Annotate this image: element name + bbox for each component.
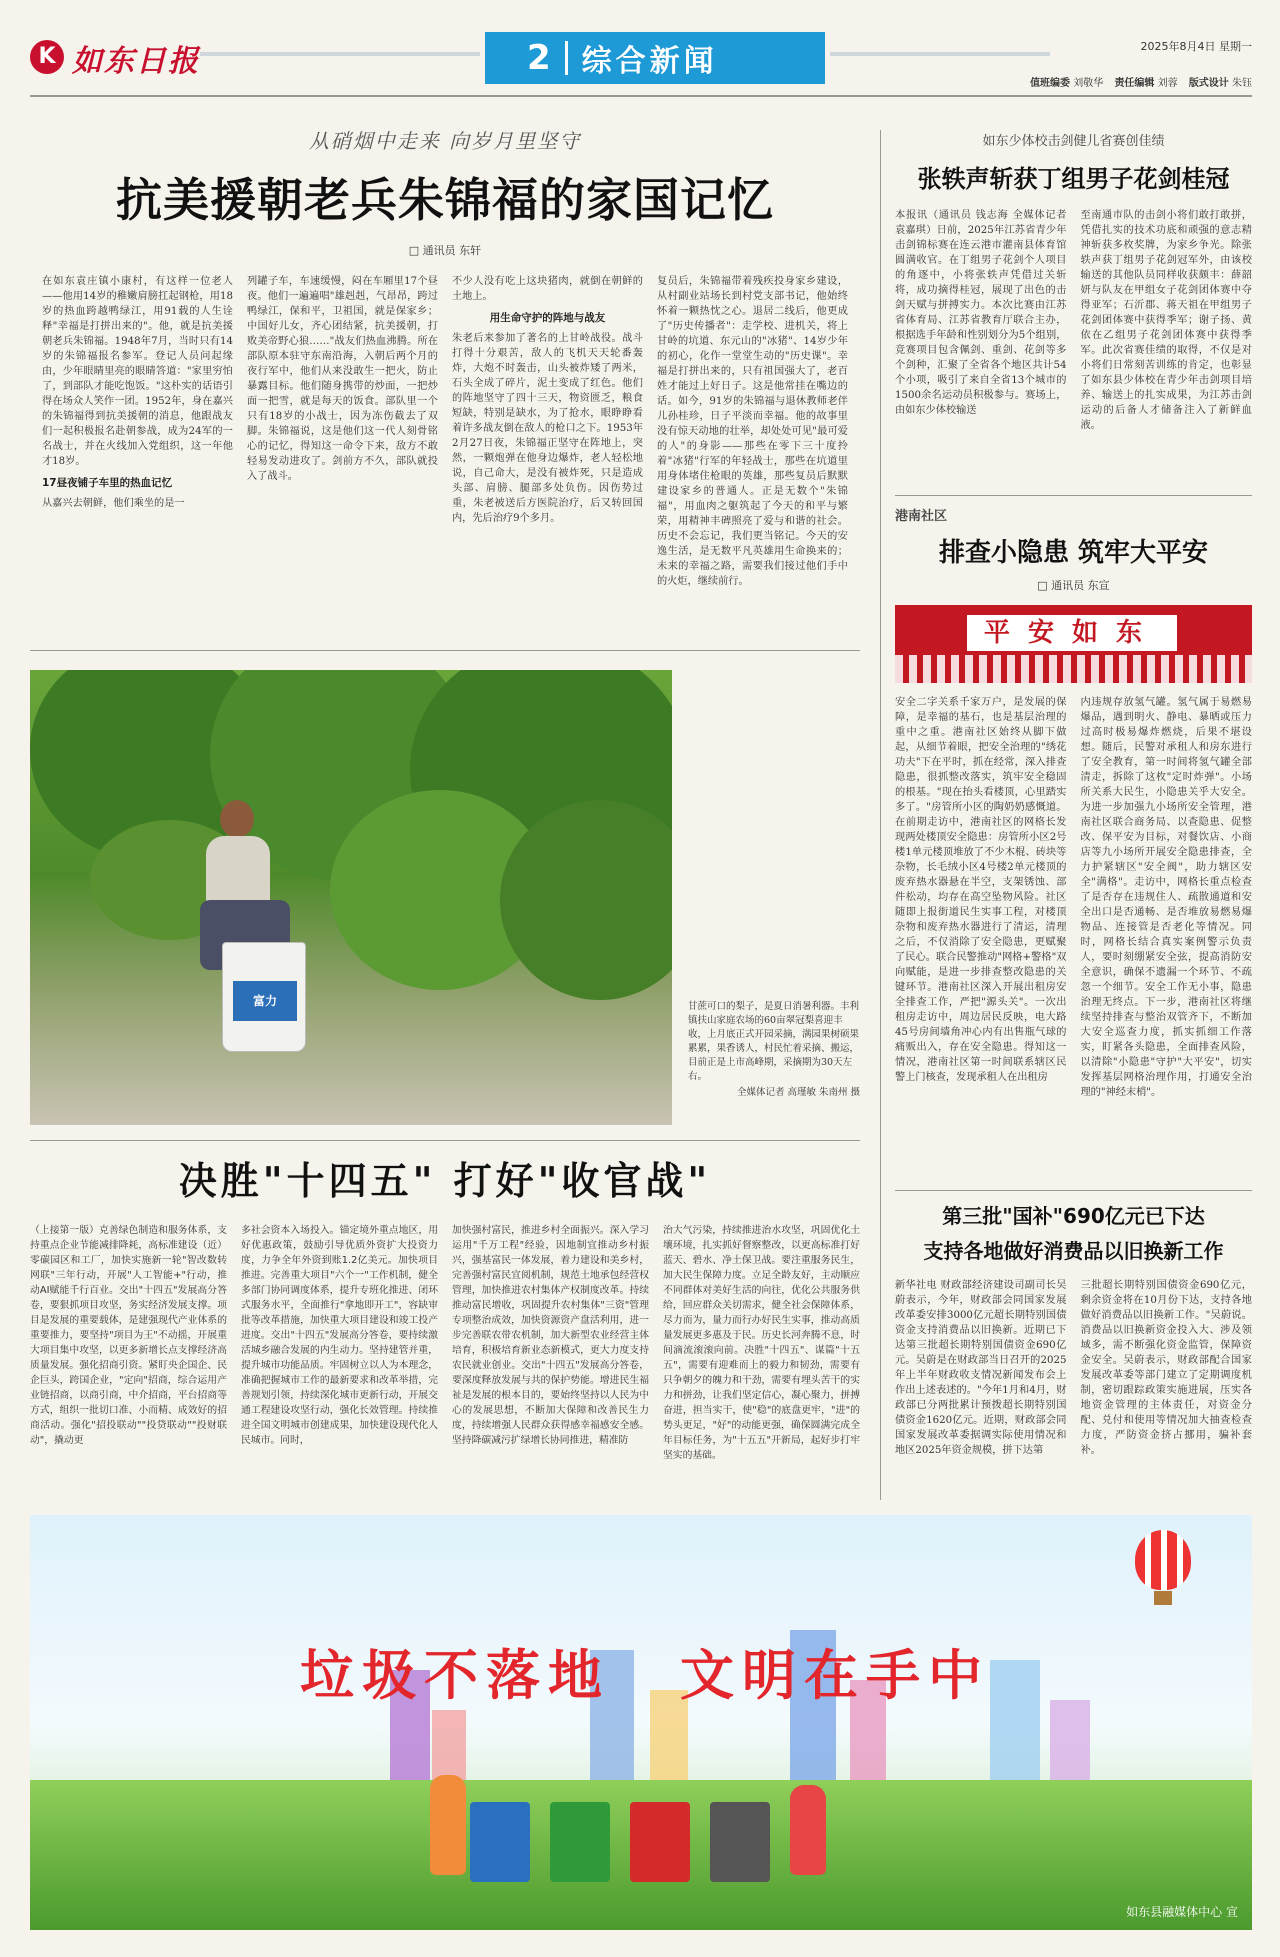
article-paragraph: 朱老后来参加了著名的上甘岭战役。战斗打得十分艰苦，敌人的飞机天天轮番轰炸，大炮不时轰击，山头被炸矮了两米，石头全成了碎片，泥土变成了红色。他们的阵地坚守了四十三天，物资匮乏，粮食短缺，特别是缺水，为了抢水，眼睁睁看着许多战友倒在敌人的枪口之下。1953年2月27日夜，朱锦福正坚守在阵地上，突然，一颗炮弹在他身边爆炸，老人轻松地说，自己命大，是没有被炸死，只是造成头部、肩膀、腿部多处负伤。因伤势过重，朱老被送后方医院治疗，后又转回国内，先后治疗9个多月。 bbox=[452, 333, 643, 524]
editor-name: 朱钰 bbox=[1232, 78, 1252, 89]
article-subheadline: 支持各地做好消费品以旧换新工作 bbox=[923, 1239, 1224, 1263]
article-paragraph: 本报讯（通讯员 钱志海 全媒体记者 袁嘉琪）日前，2025年江苏省青少年击剑锦标赛在连云港市灌南县体育馆圆满收官。在丁组男子花剑个人项目的角逐中，小将张轶声凭借过关斩将，成功摘得桂冠，展现了出色的击剑天赋与拼搏实力。本次比赛由江苏省体育局、江苏省教育厅联合主办，根据选手年龄和性别划分为5个组别，竞赛项目包含佩剑、重剑、花剑等多个剑种，汇聚了全省各个地区共计54个小项，吸引了来自全省13个城市的1500余名运动员积极参与。赛场上，由如东少体校输送 bbox=[895, 210, 1067, 416]
fertilizer-bucket bbox=[222, 942, 306, 1052]
article-body bbox=[895, 208, 1252, 468]
article-body bbox=[30, 1223, 860, 1523]
photo-caption bbox=[688, 1000, 860, 1100]
other-waste-bin-icon bbox=[710, 1802, 770, 1882]
safety-banner bbox=[895, 605, 1252, 683]
article-headline: 决胜"十四五" 打好"收官战" bbox=[178, 1158, 712, 1203]
newspaper-logo: 如东日报 bbox=[72, 44, 200, 79]
ad-credit: 如东县融媒体中心 宣 bbox=[1126, 1905, 1238, 1919]
article-headline: 排查小隐患 筑牢大平安 bbox=[938, 538, 1209, 568]
editor-role: 责任编辑 bbox=[1114, 78, 1155, 89]
lead-article bbox=[30, 125, 860, 624]
header-stripe bbox=[830, 52, 1050, 56]
article-paragraph: 三批超长期特别国债资金690亿元，剩余资金将在10月份下达，支持各地做好消费品以旧换新工作。"吴蔚说。消费品以旧换新资金投入大、涉及领域多，需不断强化资金监管，保障资金安全。吴蔚表示，财政部配合国家发展改革委等部门建立了定期调度机制，密切跟踪政策实施进展，压实各地资金管理的主体责任，对资金分配、兑付和使用等情况加大抽查检查力度，严防资金挤占挪用，骗补套补。 bbox=[1080, 1280, 1252, 1456]
article-paragraph: 不少人没有吃上这块猪肉，就倒在朝鲜的土地上。 bbox=[452, 276, 643, 302]
public-service-ad bbox=[30, 1515, 1252, 1930]
article-headline: 第三批"国补"690亿元已下达 bbox=[942, 1204, 1205, 1228]
page-number: 2 bbox=[527, 38, 551, 78]
girl-figure bbox=[430, 1775, 466, 1875]
header-stripe bbox=[200, 52, 480, 56]
logo-icon: K bbox=[30, 40, 64, 74]
orchard-photo bbox=[30, 670, 672, 1125]
boy-figure bbox=[790, 1785, 826, 1875]
section-rule bbox=[30, 650, 860, 651]
article-body bbox=[895, 1278, 1252, 1483]
slogan-left: 垃圾不落地 bbox=[300, 1643, 610, 1707]
article-subheading: 用生命守护的阵地与战友 bbox=[489, 312, 606, 324]
article-body bbox=[30, 274, 860, 624]
hot-air-balloon-icon bbox=[1135, 1530, 1191, 1590]
article-paragraph: 复员后，朱锦福带着残疾投身家乡建设，从村副业站场长到村党支部书记，他始终怀着一颗热忱之心。退居二线后，他更成了"历史传播者"：走学校、进机关，将上甘岭的坑道、东元山的"冰猪"、14岁少年的初心，化作一堂堂生动的"历史课"。幸福是打拼出来的，只有祖国强大了，老百姓才能过上好日子。这是他常挂在嘴边的话。如今，91岁的朱锦福与退休教师老伴儿孙桂珍，日子平淡而幸福。他的故事里没有惊天动地的壮举，却处处可见"最可爱的人"的身影——那些在零下三十度拎着"冰猪"行军的年轻战士，那些在坑道里用身体堵住枪眼的英雄，那些复员后默默建设家乡的普通人。正是无数个"朱锦福"，用血肉之躯筑起了今天的和平与繁荣，用精神丰碑照亮了爱与和谐的社会。历史不会忘记，我们更当铭记。今天的安逸生活，是无数平凡英雄用生命换来的；未来的幸福之路，需要我们接过他们手中的火炬，继续前行。 bbox=[657, 276, 848, 587]
kitchen-waste-bin-icon bbox=[550, 1802, 610, 1882]
photo-credit: 全媒体记者 高瑾敏 朱南州 摄 bbox=[736, 1087, 860, 1098]
article-paragraph: 新华社电 财政部经济建设司副司长吴蔚表示，今年，财政部会同国家发展改革委安排3000亿元超长期特别国债资金支持消费品以旧换新。近期已下达第三批超长期特别国债资金690亿元。吴蔚是在财政部当日召开的2025年上半年财政收支情况新闻发布会上作出上述表述的。"今年1月和4月，财政部已分两批累计预拨超长期特别国债资金1620亿元。近期，财政部会同国家发展改革委据调实际使用情况和地区2025年资金规模，拼下达第 bbox=[895, 1280, 1067, 1456]
sports-article bbox=[895, 130, 1252, 468]
article-paragraph: （上接第一版）克善绿色制造和服务体系，支持重点企业节能减排降耗，高标准建设（近）零碳园区和工厂，加快实施新一轮"智改数转网联"三年行动，开展"人工智能+"行动，推动AI赋能千行百业。交出"十四五"发展高分答卷，要狠抓项目攻坚，务实经济发展支撑。项目是发展的重要载体，是建强现代产业体系的重要推力，要坚持"项目为王"不动摇，开展重大项目集中攻坚，以更多新增长点支撑经济高质量发展。强化招商引资。紧盯央企国企、民企巨头，跨国企业，"定向"招商，综合运用产业链招商，以商引商，中介招商，平台招商等方式，组织一批切口准、小而精、成效好的招商活动。强化"招投联动""投贷联动""投财联动"，撬动更 bbox=[30, 1225, 227, 1446]
section-banner bbox=[485, 32, 825, 84]
article-body bbox=[895, 695, 1252, 1140]
editor-role: 版式设计 bbox=[1188, 78, 1229, 89]
article-kicker: 从硝烟中走来 向岁月里坚守 bbox=[308, 129, 582, 153]
article-kicker: 港南社区 bbox=[895, 509, 948, 524]
caption-text: 甘蔗可口的梨子，是夏日消暑利器。丰利镇扶山家庭农场的60亩翠冠梨喜迎丰收，上月底正式开园采摘，满园果树硕果累累，果香诱人，村民忙着采摘、搬运，目前正是上市高峰期，采摘期为30天左右。 bbox=[688, 1001, 860, 1082]
bucket-label: 富力 bbox=[233, 981, 297, 1021]
article-byline: □ 通讯员 东宣 bbox=[1037, 579, 1110, 592]
issue-date: 2025年8月4日 星期一 bbox=[1140, 40, 1252, 53]
hazardous-bin-icon bbox=[630, 1802, 690, 1882]
editor-name: 刘敬华 bbox=[1073, 78, 1104, 89]
article-kicker: 如东少体校击剑健儿省赛创佳绩 bbox=[982, 134, 1165, 149]
article-paragraph: 加快强村富民，推进乡村全面振兴。深入学习运用"千万工程"经验，因地制宜推动乡村振兴，强基富民一体发展，着力建设和美乡村，完善强村富民宜阅机制，规范土地承包经营权管理，加快推进农村集体产权制度改革。持续推动富民增收，巩固提升农村集体"三资"管理专项整治成效，加快资源资产盘活利用，进一步完善联农带农机制，加大新型农业经营主体培育，积极培育新业态新模式，更大力度支持农民就业创业。交出"十四五"发展高分答卷，要深度释放发展与共的保护势能。增进民生福祉是发展的根本目的，要始终坚持以人民为中心的发展思想，不断加大保障和改善民生力度，持续增强人民群众获得感幸福感安全感。坚持降碳减污扩绿增长协同推进，精准防 bbox=[452, 1225, 649, 1446]
recycle-bin-icon bbox=[470, 1802, 530, 1882]
subsidy-article bbox=[895, 1200, 1252, 1483]
section-divider bbox=[565, 41, 568, 75]
article-paragraph: 在如东袁庄镇小康村，有这样一位老人——他用14岁的稚嫩肩膀扛起钢枪，用18岁的热血跨越鸭绿江，用91载的人生诠释"幸福是打拼出来的"。他，就是抗美援朝老兵朱锦福。1948年7月，当时只有14岁的朱锦福报名参军。登记人员问起缘由，少年眼睛里亮的眼睛答道："家里穷怕了，到部队才能吃饱饭。"这朴实的话语引得在场众人笑作一团。1952年，身在嘉兴的朱锦福得到抗美援朝的消息，他跟战友们一起积极报名赴朝参战，成为24军的一名战士，并在火线加入党组织，这一年他才18岁。 bbox=[42, 276, 233, 467]
article-paragraph: 内违规存放氢气罐。氢气属于易燃易爆品，遇到明火、静电、暴晒或压力过高时极易爆炸燃烧，后果不堪设想。随后，民警对承租人和房东进行了安全教育，第一时间将氢气罐全部清走，拆除了这枚"定时炸弹"。小场所关系大民生，小隐患关乎大安全。为进一步加强九小场所安全管理，港南社区联合商务局、以查隐患、促整改、保平安为目标，对餐饮店、小商店等九小场所开展安全隐患排查，全力护紧辖区"安全阀"，助力辖区安全"满格"。走访中，网格长重点检查了是否存在违规住人、疏散通道和安全出口是否通畅、是否堆放易燃易爆物品、连接管是否老化等情况。同时，网格长结合真实案例警示负责人，要时刻绷紧安全弦，提高消防安全意识，确保不遗漏一个环节、不疏忽一个细节。安全工作无小事，隐患治理无终点。下一步，港南社区将继续坚持排查与整治双管齐下，不断加大安全巡查力度，抓实抓细工作落实，盯紧各头隐患，全面排查风险，以清除"小隐患"守护"大平安"，切实发挥基层网格治理作用，打通安全治理的"神经末梢"。 bbox=[1080, 697, 1252, 1098]
community-article bbox=[895, 505, 1252, 1140]
section-name: 综合新闻 bbox=[581, 44, 718, 79]
article-headline: 张轶声斩获丁组男子花剑桂冠 bbox=[917, 165, 1230, 193]
article-subheading: 17昼夜铺子车里的热血记忆 bbox=[42, 477, 173, 489]
article-paragraph: 至南通市队的击剑小将们敢打敢拼，凭借扎实的技术功底和顽强的意志精神斩获多枚奖牌，为家乡争光。除张轶声获丁组男子花剑冠军外，由该校输送的其他队员同样收获颇丰：薛韶妍与队友在甲组女子花剑团体赛中夺得亚军；石沂郡、蒋天祖在甲组男子花剑团体赛中获得季军；谢子扬、黄依在乙组男子花剑团体赛中获得季军。此次省赛佳绩的取得，不仅是对小将们日常刻苦训练的肯定，也彰显了如东县少体校在青少年击剑项目培养、输送上的扎实成果，为江苏击剑运动的后备人才储备注入了新鲜血液。 bbox=[1080, 210, 1252, 431]
article-paragraph: 治大气污染，持续推进治水攻坚，巩固优化土壤环境，扎实抓好督察整改，以更高标准打好蓝天、碧水、净土保卫战。要注重服务民生，加大民生保障力度。立足全龄友好，主动顺应不同群体对美好生活的向往，优化公共服务供给，回应群众关切需求，健全社会保障体系，尽力而为，量力而行办好民生实事，推动高质量发展更多惠及于民。历史长河奔腾不息，时间滴流滚滚向前。决胜"十四五"、谋篇"十五五"，需要有迎难而上的毅力和韧劲，需要有只争朝夕的魄力和干劲，需要有埋头苦干的实力和拼劲，让我们坚定信心，凝心聚力，拼搏奋进，担当实干，使"稳"的底盘更牢，"进"的势头更足，"好"的动能更强，确保圆满完成全年目标任务，为"十五五"开新局，起好步打牢坚实的基础。 bbox=[663, 1225, 860, 1461]
column-rule bbox=[880, 130, 881, 1500]
banner-text: 平安如东 bbox=[967, 615, 1177, 651]
editor-credits bbox=[1022, 74, 1252, 89]
article-byline: □ 通讯员 东轩 bbox=[408, 244, 482, 257]
editorial-article bbox=[30, 1150, 860, 1523]
section-rule bbox=[895, 495, 1252, 496]
article-paragraph: 从嘉兴去朝鲜，他们乘坐的是一 bbox=[42, 498, 185, 509]
masthead-rule bbox=[30, 95, 1252, 97]
article-paragraph: 列罐子车，车速缓慢，闷在车厢里17个昼夜。他们一遍遍唱"雄赳赳，气昂昂，跨过鸭绿江，保和平，卫祖国，就是保家乡；中国好儿女，齐心团结紧，抗美援朝，打败美帝野心狼……"战友们热血沸腾。所在部队原本驻守东南沿海，入朝后两个月的夜行军中，他们从来没敢生一把火，防止暴露目标。他们随身携带的炒面，一把炒面一把雪，就是每天的饭食。部队里一个只有18岁的小战士，因为冻伤截去了双脚。朱锦福说，这是他们这一代人刻骨铭心的记忆，得知这一命令下来，敌方不敢轻易发动进攻了。剑前方不久，部队就投入了战斗。 bbox=[247, 276, 438, 482]
section-rule bbox=[895, 1190, 1252, 1191]
article-paragraph: 多社会资本入场投入。锚定境外重点地区，用好优惠政策，鼓励引导优质外资扩大投资力度，力争全年外资到账1.2亿美元。加快项目推进。完善重大项目"六个一"工作机制，健全多部门协同调度体系，提升专班化推进、闭环式服务水平，全面推行"拿地即开工"，容缺审批等改革措施，加快重大项目建设和竣工投产进度。交出"十四五"发展高分答卷，要持续激活城乡融合发展的内生动力。坚持建管并重，提升城市功能品质。牢固树立以人为本理念，准确把握城市工作的最新要求和改革举措，完善规划引领，持续深化城市更新行动，开展交通工程建设攻坚行动，强化长效管理。持续推进全国文明城市创建成果，加快建设现代化人民城市。同时， bbox=[241, 1225, 438, 1446]
article-paragraph: 安全二字关系千家万户，是发展的保障，是幸福的基石，也是基层治理的重中之重。港南社区始终从脚下做起，从细节着眼，把安全治理的"绣花功夫"下在平时，抓在经常，深入排查隐患，很抓整改落实，筑牢安全稳固的根基。"现在抬头看楼顶，心里踏实多了。"房管所小区的陶奶奶感慨道。在前期走访中，港南社区的网格长发现两处楼顶安全隐患：房管所小区2号楼1单元楼顶堆放了不少木棍、砖块等杂物，长毛绒小区4号楼2单元楼顶的废弃热水器悬在半空，支架锈蚀、部件松动，均存在高空坠物风险。社区随即上报街道民生实事工程，对楼顶杂物和废弃热水器进行了清运，清理之后，不仅消除了安全隐患，更赋聚了民心。联合民警推动"网格+警格"双向赋能，是进一步排查整改隐患的关键环节。港南社区深入开展出租房安全排查工作，严把"源头关"。一次出租房走访中，周边居民反映，电大路45号房间墙角冲心内有出售瓶气球的痛贩出入，存在安全隐患。得知这一情况，港南社区第一时间联系辖区民警上门核查，发现承租人在出租房 bbox=[895, 697, 1067, 1083]
article-headline: 抗美援朝老兵朱锦福的家国记忆 bbox=[116, 173, 774, 227]
masthead bbox=[30, 30, 1252, 92]
slogan-right: 文明在手中 bbox=[680, 1643, 990, 1707]
section-rule bbox=[30, 1140, 860, 1141]
editor-name: 刘蓉 bbox=[1157, 78, 1178, 89]
editor-role: 值班编委 bbox=[1030, 78, 1071, 89]
